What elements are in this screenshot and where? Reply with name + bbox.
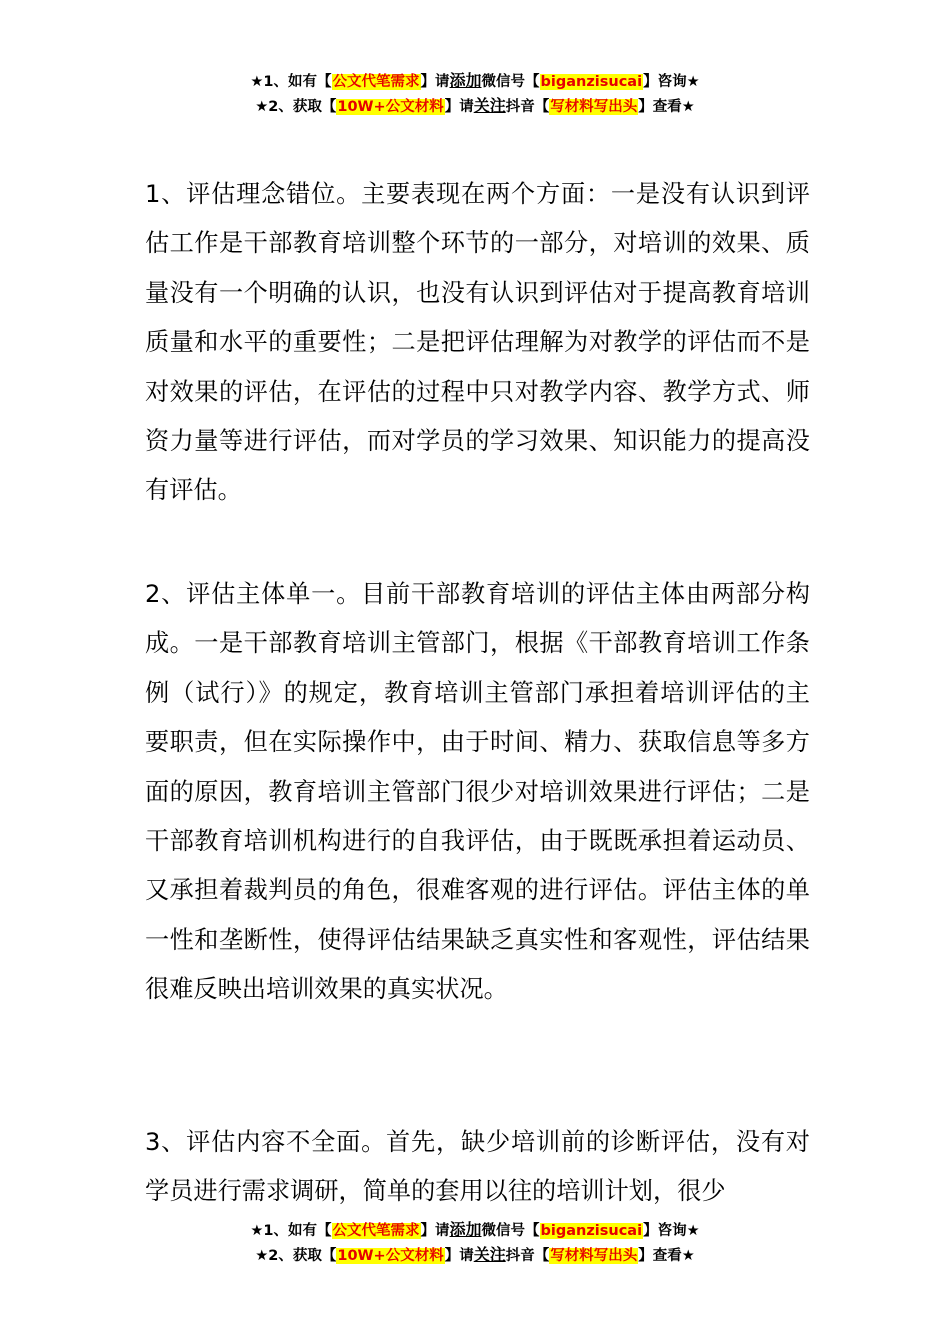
- paragraph-evaluation-concept: 1、评估理念错位。主要表现在两个方面：一是没有认识到评估工作是干部教育培训整个环节的一部分，对培训的效果、质量没有一个明确的认识，也没有认识到评估对于提高教育培训质量和水平的重要性；二是把评估理解为对教学的评估而不是对效果的评估，在评估的过程中只对教学内容、教学方式、师资力量等进行评估，而对学员的学习效果、知识能力的提高没有评估。: [145, 180, 810, 505]
- header-promo-banner: [0, 69, 950, 119]
- promo-line-1-text: 】请: [420, 1223, 450, 1239]
- promo-line-2-suffix: 】查看★: [638, 99, 695, 115]
- footer-promo-banner: [0, 1218, 950, 1268]
- promo-line-1-text-2: 微信号【: [481, 1223, 540, 1239]
- promo-line-2-text: 】请: [444, 99, 474, 115]
- promo-line-1-emphasis: 添加: [449, 1220, 482, 1239]
- promo-line-1-suffix: 】咨询★: [643, 1223, 700, 1239]
- promo-line-2: [0, 94, 950, 119]
- promo-line-1-prefix: ★1、如有【: [250, 1223, 332, 1239]
- promo-line-1-text: 】请: [420, 74, 450, 90]
- promo-line-2-highlight-materials: 10W+公文材料: [337, 99, 444, 115]
- paragraph-evaluation-subject: 2、评估主体单一。目前干部教育培训的评估主体由两部分构成。一是干部教育培训主管部门，根据《干部教育培训工作条例（试行）》的规定，教育培训主管部门承担着培训评估的主要职责，但在实际操作中，由于时间、精力、获取信息等多方面的原因，教育培训主管部门很少对培训效果进行评估；二是干部教育培训机构进行的自我评估，由于既既承担着运动员、又承担着裁判员的角色，很难客观的进行评估。评估主体的单一性和垄断性，使得评估结果缺乏真实性和客观性，评估结果很难反映出培训效果的真实状况。: [145, 580, 810, 1004]
- promo-line-1-prefix: ★1、如有【: [250, 74, 332, 90]
- promo-line-1: [0, 69, 950, 94]
- promo-line-2-highlight-account: 写材料写出头: [550, 1248, 638, 1264]
- promo-line-1: [0, 1218, 950, 1243]
- promo-line-1-suffix: 】咨询★: [643, 74, 700, 90]
- promo-line-2-prefix: ★2、获取【: [255, 1248, 337, 1264]
- promo-line-2-text-2: 抖音【: [505, 99, 550, 115]
- promo-line-1-highlight-wechat: biganzisucai: [540, 74, 643, 90]
- promo-line-2-text: 】请: [444, 1248, 474, 1264]
- promo-line-2-text-2: 抖音【: [505, 1248, 550, 1264]
- promo-line-1-highlight-wechat: biganzisucai: [540, 1223, 643, 1239]
- promo-line-2: [0, 1243, 950, 1268]
- paragraph-evaluation-content: 3、评估内容不全面。首先，缺少培训前的诊断评估，没有对学员进行需求调研，简单的套用以往的培训计划，很少: [145, 1128, 810, 1206]
- promo-line-2-highlight-materials: 10W+公文材料: [337, 1248, 444, 1264]
- promo-line-2-suffix: 】查看★: [638, 1248, 695, 1264]
- promo-line-1-text-2: 微信号【: [481, 74, 540, 90]
- promo-line-2-highlight-account: 写材料写出头: [550, 99, 638, 115]
- promo-line-1-highlight-service: 公文代笔需求: [332, 1223, 420, 1239]
- promo-line-2-emphasis: 关注: [473, 1245, 506, 1264]
- promo-line-2-emphasis: 关注: [473, 96, 506, 115]
- promo-line-1-highlight-service: 公文代笔需求: [332, 74, 420, 90]
- promo-line-1-emphasis: 添加: [449, 71, 482, 90]
- promo-line-2-prefix: ★2、获取【: [255, 99, 337, 115]
